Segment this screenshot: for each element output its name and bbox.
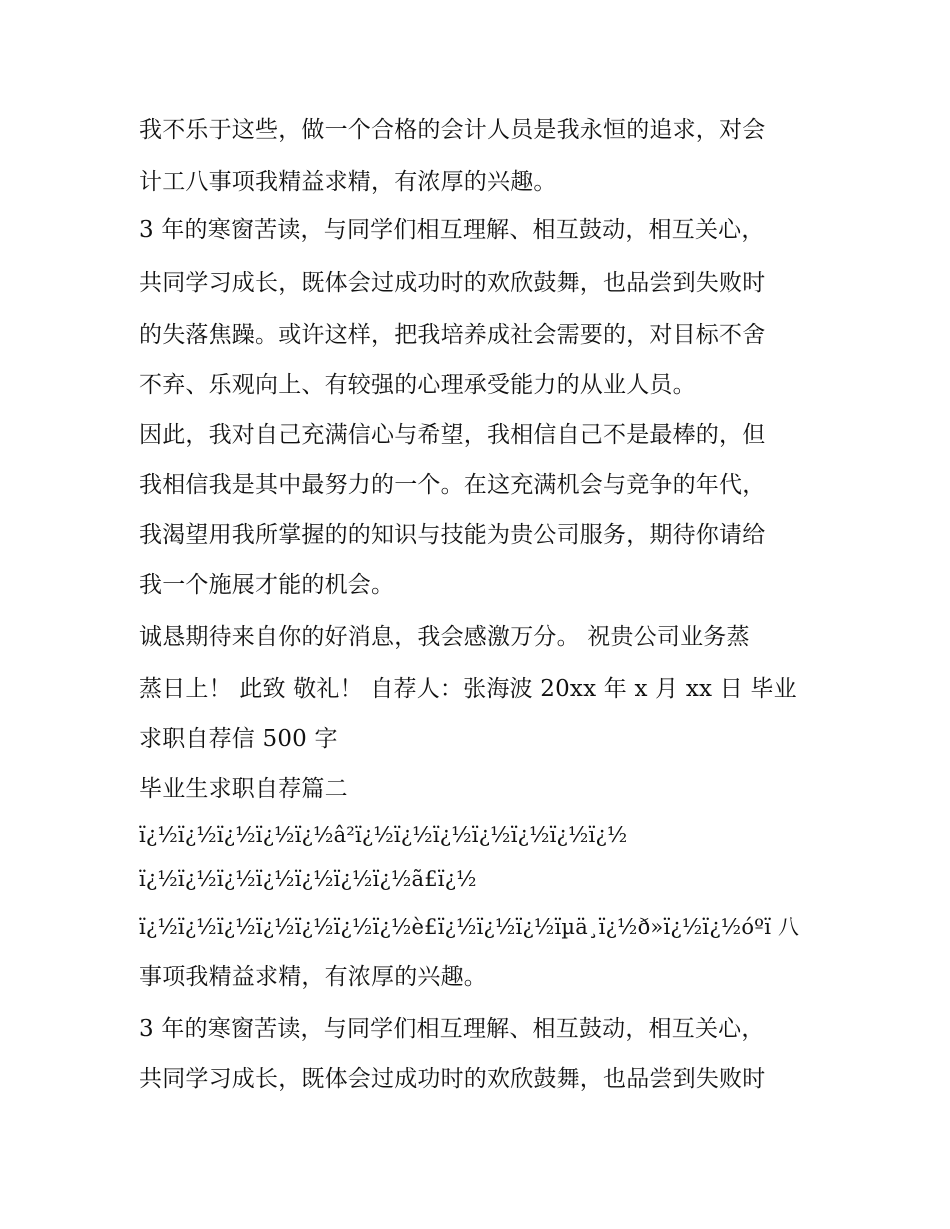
- text-line: 我一个施展才能的机会。: [139, 572, 395, 598]
- text-line: 求职自荐信 500 字: [139, 726, 338, 752]
- text-line: 诚恳期待来自你的好消息，我会感激万分。 祝贵公司业务蒸: [139, 624, 750, 650]
- text-line: 我不乐于这些，做一个合格的会计人员是我永恒的追求，对会: [139, 117, 766, 143]
- text-line: 计工八事项我精益求精，有浓厚的兴趣。: [139, 169, 557, 195]
- garbled-text-line: ï¿½ï¿½ï¿½ï¿½ï¿½â²ï¿½ï¿½ï¿½ï¿½ï¿½ï¿½ï¿½: [139, 823, 628, 847]
- text-line: 事项我精益求精，有浓厚的兴趣。: [139, 964, 487, 990]
- garbled-text-line: ï¿½ï¿½ï¿½ï¿½ï¿½ï¿½ï¿½ã£ï¿½: [139, 867, 477, 891]
- text-line: 3 年的寒窗苦读，与同学们相互理解、相互鼓动，相互关心，: [139, 1016, 765, 1042]
- text-line: 共同学习成长，既体会过成功时的欢欣鼓舞，也品尝到失败时: [139, 1066, 766, 1092]
- text-line: 3 年的寒窗苦读，与同学们相互理解、相互鼓动，相互关心，: [139, 217, 765, 243]
- text-line: 因此，我对自己充满信心与希望，我相信自己不是最棒的，但: [139, 422, 766, 448]
- garbled-text-line: ï¿½ï¿½ï¿½ï¿½ï¿½ï¿½ï¿½è£ï¿½ï¿½ï¿½ïµä¸ï¿½ð»ï¿½ï¿½óºï 八: [139, 915, 800, 939]
- text-line: 不弃、乐观向上、有较强的心理承受能力的从业人员。: [139, 372, 696, 398]
- text-line: 的失落焦躁。或许这样，把我培养成社会需要的，对目标不舍: [139, 322, 766, 348]
- text-line: 共同学习成长，既体会过成功时的欢欣鼓舞，也品尝到失败时: [139, 270, 766, 296]
- text-line: 我渴望用我所掌握的的知识与技能为贵公司服务，期待你请给: [139, 522, 766, 548]
- section-heading: 毕业生求职自荐篇二: [139, 776, 348, 802]
- text-line: 蒸日上！ 此致 敬礼！ 自荐人：张海波 20xx 年 x 月 xx 日 毕业: [139, 676, 797, 702]
- text-line: 我相信我是其中最努力的一个。在这充满机会与竞争的年代，: [139, 472, 766, 498]
